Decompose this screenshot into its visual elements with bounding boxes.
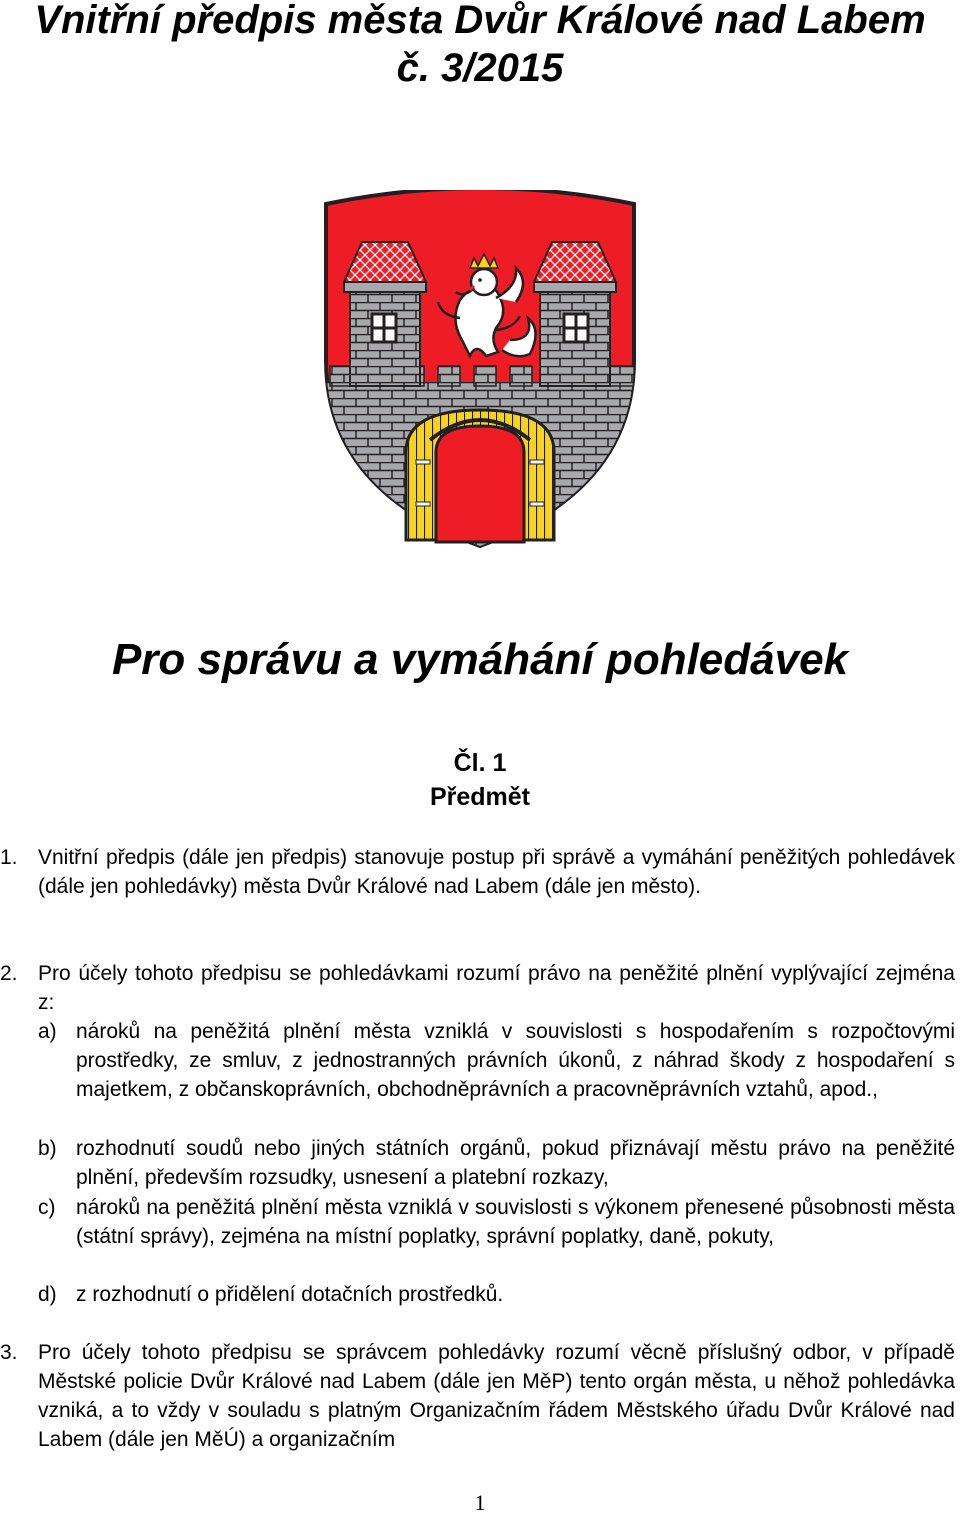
list-item-a xyxy=(38,1017,955,1104)
paragraph-2 xyxy=(0,959,955,1017)
page-number: 1 xyxy=(474,1490,486,1515)
list-item-text: rozhodnutí soudů nebo jiných státních orgánů, pokud přiznávají městu právo na peněžité plnění, především rozsudky, usnesení a platební rozkazy, xyxy=(76,1137,955,1189)
article-number: Čl. 1 xyxy=(453,749,507,777)
list-item-letter: d) xyxy=(38,1283,57,1306)
list-item-text: z rozhodnutí o přidělení dotačních prostředků. xyxy=(76,1283,504,1306)
paragraph-text: Pro účely tohoto předpisu se pohledávkami rozumí právo na peněžité plnění vyplývající zejména z: xyxy=(38,962,955,1014)
paragraph-1 xyxy=(0,843,955,901)
document-subtitle: Pro správu a vymáhání pohledávek xyxy=(111,635,849,684)
list-item-letter: c) xyxy=(38,1196,56,1219)
list-item-d xyxy=(38,1280,955,1309)
paragraph-number: 2. xyxy=(0,962,18,985)
list-item-c xyxy=(38,1193,955,1251)
list-item-letter: a) xyxy=(38,1020,57,1043)
paragraph-text: Vnitřní předpis (dále jen předpis) stanovuje postup při správě a vymáhání peněžitých pohledávek (dále jen pohledávky) města Dvůr Králové nad Labem (dále jen město). xyxy=(38,846,955,898)
list-item-b xyxy=(38,1134,955,1192)
coat-of-arms-emblem xyxy=(320,190,640,550)
paragraph-number: 3. xyxy=(0,1341,18,1364)
paragraph-text: Pro účely tohoto předpisu se správcem pohledávky rozumí věcně příslušný odbor, v případě Městské policie Dvůr Králové nad Labem (dále jen MěP) tento orgán města, u něhož pohledávka vzniká, a to vždy v souladu s platným Organizačním řádem Městského úřadu Dvůr Králové nad Labem (dále jen MěÚ) a organizačním xyxy=(38,1341,955,1451)
document-title-line-2: č. 3/2015 xyxy=(396,46,564,90)
document-title-line-1: Vnitřní předpis města Dvůr Králové nad Labem xyxy=(34,0,926,42)
list-item-letter: b) xyxy=(38,1137,57,1160)
paragraph-3 xyxy=(0,1338,955,1454)
list-item-text: nároků na peněžitá plnění města vzniklá v souvislosti s hospodařením s rozpočtovými prostředky, ze smluv, z jednostranných právních úkonů, z náhrad škody z hospodaření s majetkem, z občanskoprávních, obchodněprávních a pracovněprávních vztahů, apod., xyxy=(76,1020,955,1101)
article-name: Předmět xyxy=(429,783,531,811)
list-item-text: nároků na peněžitá plnění města vzniklá v souvislosti s výkonem přenesené působnosti města (státní správy), zejména na místní poplatky, správní poplatky, daně, pokuty, xyxy=(76,1196,955,1248)
paragraph-number: 1. xyxy=(0,846,18,869)
